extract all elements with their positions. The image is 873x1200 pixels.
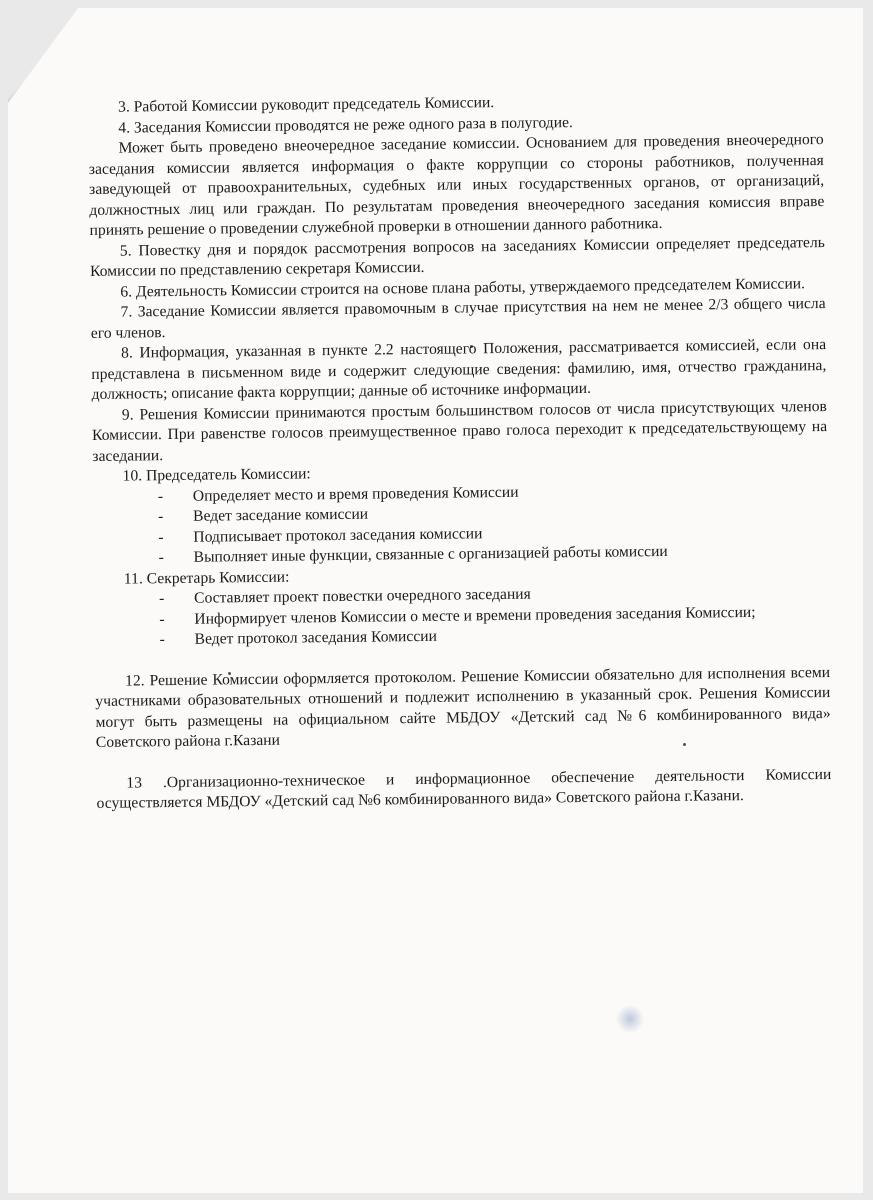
- list-item: - Подписывает протокол заседания комиссии: [93, 519, 828, 548]
- paragraph-12: 12. Решение Комиссии оформляется протоколом. Решение Комиссии обязательно для исполнения всеми участниками образовательных отношений и подлежит исполнению в указанный срок. Решения Комиссии могут быть размещены на официальном сайте МБДОУ «Детский сад №6 комбинированного вида» Советского района г.Казани: [95, 663, 831, 751]
- paragraph-9: 9. Решения Комиссии принимаются простым большинством голосов от числа присутствующих членов Комиссии. При равенстве голосов преимущественное право голоса переходит к председательствующему на заседании.: [92, 397, 828, 465]
- ink-smudge: [615, 1005, 645, 1033]
- paragraph-6: 6. Деятельность Комиссии строится на основе плана работы, утверждаемого председателем Комиссии.: [120, 274, 806, 301]
- list-item: - Информирует членов Комиссии о месте и времени проведения заседания Комиссии;: [94, 601, 829, 630]
- paragraph-13: 13 .Организационно-техническое и информационное обеспечение деятельности Комиссии осуществляется МБДОУ «Детский сад №6 комбинированного вида» Советского района г.Казани.: [96, 765, 832, 812]
- paragraph-7: 7. Заседание Комиссии является правомочным в случае присутствия на нем не менее 2/3 общего числа его членов.: [90, 295, 826, 342]
- list-item: - Определяет место и время проведения Комиссии: [93, 478, 828, 507]
- list-item: - Ведет заседание комиссии: [93, 499, 828, 528]
- list-item: - Составляет проект повестки очередного заседания: [94, 581, 829, 610]
- list-item: - Ведет протокол заседания Комиссии: [95, 622, 830, 651]
- paragraph-5: 5. Повестку дня и порядок рассмотрения вопросов на заседаниях Комиссии определяет председатель Комиссии по представлению секретаря Комиссии.: [90, 233, 825, 280]
- paragraph-3: 3. Работой Комиссии руководит председатель Комиссии.: [118, 94, 495, 116]
- paragraph-11: 11. Секретарь Комиссии:: [123, 568, 290, 588]
- paragraph-8: 8. Информация, указанная в пункте 2.2 настоящего Положения, рассматривается комиссией, если она представлена в письменном виде и содержит следующие сведения: фамилию, имя, отчество гражданина, должность; описание факта коррупции; данные об источнике информации.: [91, 336, 827, 403]
- secretary-duties-list: [94, 581, 830, 651]
- chairman-duties-list: [93, 478, 829, 569]
- paragraph-10: 10. Председатель Комиссии:: [122, 465, 311, 485]
- list-item: - Выполняет иные функции, связанные с организацией работы комиссии: [94, 540, 829, 569]
- paragraph-4: 4. Заседания Комиссии проводятся не реже одного раза в полугодие.: [118, 113, 573, 137]
- document-text: [88, 89, 832, 814]
- paragraph-4-continued: Может быть проведено внеочередное заседание комиссии. Основанием для проведения внеочередного заседания комиссии является информация о факте коррупции со стороны работников, полученная заведующей от правоохранительных, судебных или иных государственных органов, от организаций, должностных лиц или граждан. По результатам проведения внеочередного заседания комиссия вправе принять решение о проведении служебной проверки в отношении данного работника.: [88, 131, 825, 239]
